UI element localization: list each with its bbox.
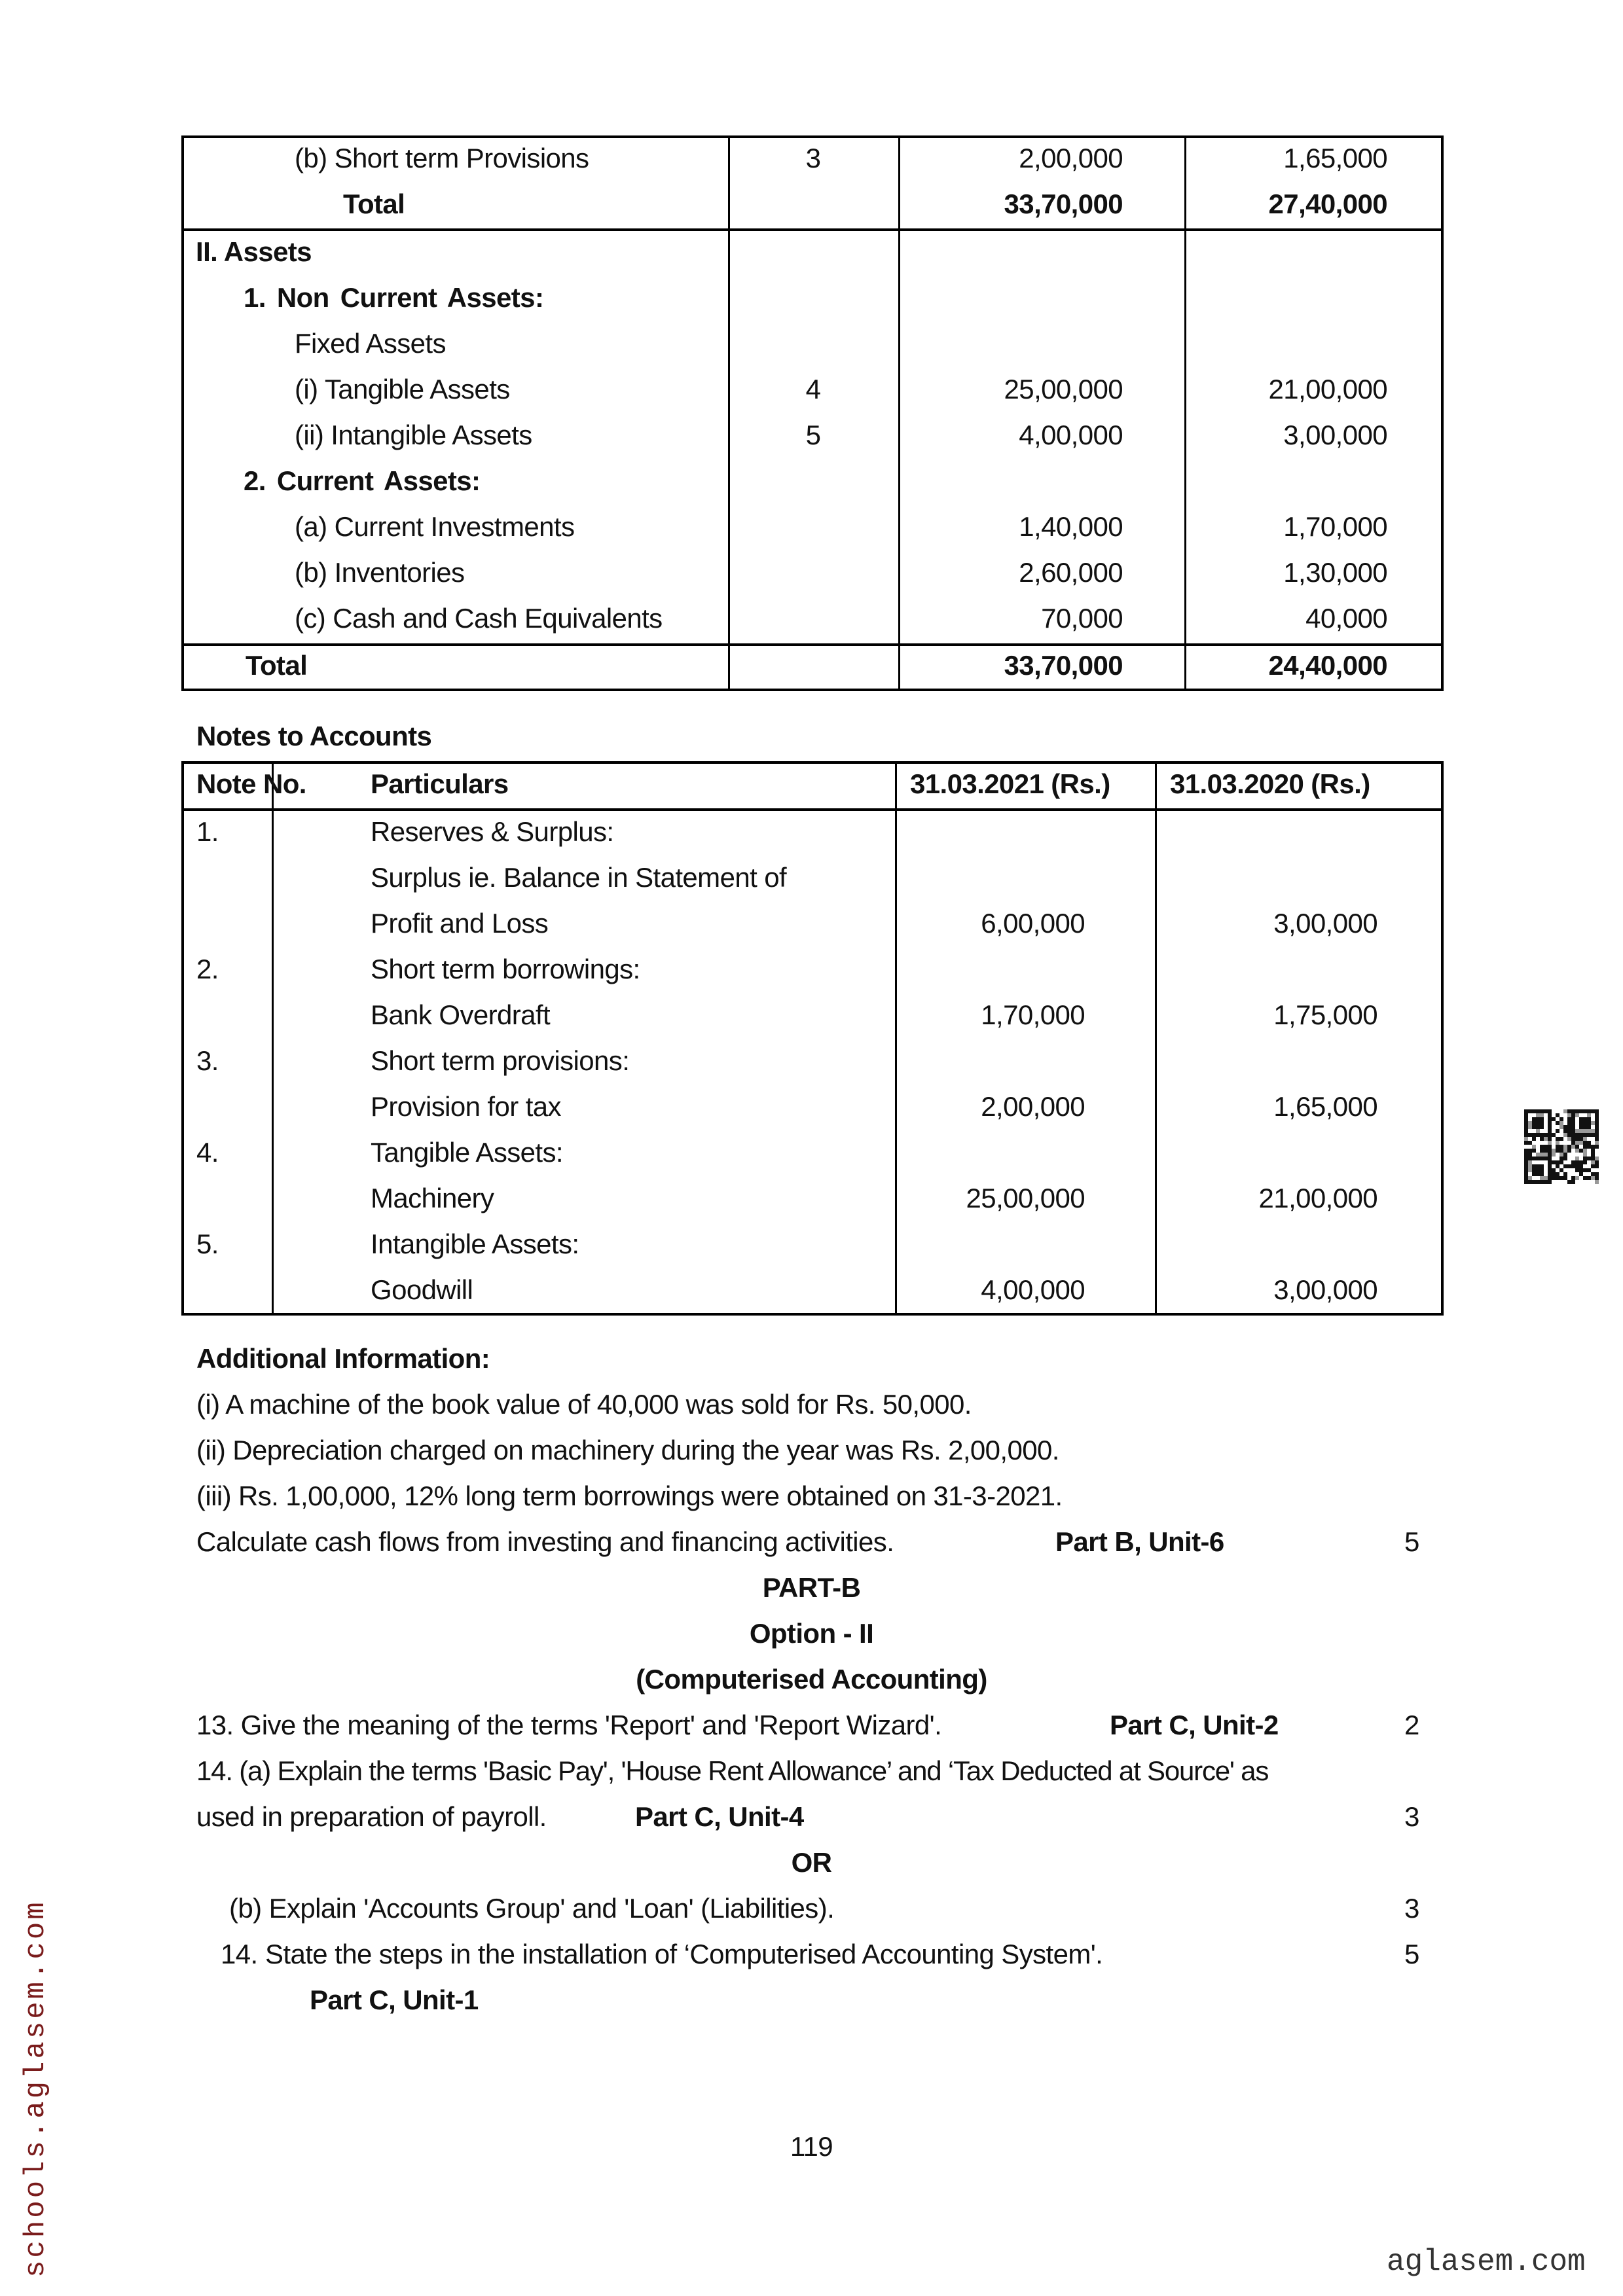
question-14-text: State the steps in the installation of ‘Computerised Accounting System'.: [265, 1939, 1103, 1969]
bs-grand-total-label: Total: [246, 650, 308, 681]
question-13-marks: 2: [1404, 1710, 1419, 1740]
question-14-marks: 5: [1404, 1939, 1419, 1969]
bs-total-current: 33,70,000: [1004, 188, 1123, 219]
question-14a-text: 14. (a) Explain the terms 'Basic Pay', 'House Rent Allowance’ and ‘Tax Deducted at Source' as: [196, 1755, 1269, 1786]
bs-grand-total-previous: 24,40,000: [1268, 650, 1387, 681]
note-value-2020: 3,00,000: [1273, 908, 1377, 939]
note-value-2020: 3,00,000: [1273, 1274, 1377, 1305]
bs-row-previous: 1,70,000: [1283, 511, 1387, 542]
note-value-2021: 2,00,000: [981, 1091, 1085, 1122]
bs-row-previous: 3,00,000: [1283, 420, 1387, 450]
note-number: 2.: [196, 954, 219, 984]
bs-grand-total-current: 33,70,000: [1004, 650, 1123, 681]
note-number: 1.: [196, 816, 219, 847]
bs-row-previous: 1,65,000: [1283, 143, 1387, 173]
question-14a-reference: Part C, Unit-4: [635, 1801, 804, 1832]
additional-info-item: (i) A machine of the book value of 40,000 was sold for Rs. 50,000.: [196, 1389, 972, 1420]
bs-row-previous: 1,30,000: [1283, 557, 1387, 588]
note-value-2021: 1,70,000: [981, 999, 1085, 1030]
bs-row-note: 5: [805, 420, 821, 450]
bs-current-assets: 2. Current Assets:: [244, 465, 481, 496]
bs-row-current: 70,000: [1041, 603, 1123, 634]
bs-row-label: (b) Inventories: [295, 557, 465, 588]
bs-row-current: 25,00,000: [1004, 374, 1123, 404]
or-separator: OR: [791, 1847, 832, 1878]
notes-header-particulars: Particulars: [371, 768, 509, 799]
bs-row-label: (a) Current Investments: [295, 511, 575, 542]
note-text: Tangible Assets:: [371, 1137, 563, 1168]
additional-info-item: (iii) Rs. 1,00,000, 12% long term borrowings were obtained on 31-3-2021.: [196, 1480, 1063, 1511]
note-value-2020: 21,00,000: [1258, 1183, 1377, 1213]
bs-fixed-assets: Fixed Assets: [295, 328, 446, 359]
bottom-right-watermark: aglasem.com: [1387, 2245, 1586, 2279]
question-13-reference: Part C, Unit-2: [1110, 1710, 1279, 1740]
bs-row-current: 1,40,000: [1019, 511, 1123, 542]
note-text: Short term borrowings:: [371, 954, 640, 984]
note-value-2021: 25,00,000: [966, 1183, 1085, 1213]
bs-total-label: Total: [343, 188, 405, 219]
note-text: Intangible Assets:: [371, 1229, 579, 1259]
notes-header-2021: 31.03.2021 (Rs.): [910, 768, 1110, 799]
column-divider: [1155, 764, 1157, 1313]
question-14b-text: (b) Explain 'Accounts Group' and 'Loan' (Liabilities).: [229, 1893, 835, 1924]
question-14a-text-continued: used in preparation of payroll.: [196, 1801, 547, 1832]
bs-row-note: 3: [805, 143, 821, 173]
bs-row-current: 2,00,000: [1019, 143, 1123, 173]
question-14-reference: Part C, Unit-1: [310, 1984, 479, 2015]
notes-heading: Notes to Accounts: [196, 721, 432, 751]
question-14-number: 14.: [221, 1939, 258, 1969]
question-14b-marks: 3: [1404, 1893, 1419, 1924]
qr-code-icon: [1524, 1109, 1599, 1184]
note-value-2020: 1,75,000: [1273, 999, 1377, 1030]
part-title: PART-B: [762, 1572, 861, 1603]
bs-row-current: 4,00,000: [1019, 420, 1123, 450]
row-divider: [184, 228, 1441, 231]
bs-row-label: (ii) Intangible Assets: [295, 420, 532, 450]
column-divider: [895, 764, 897, 1313]
column-divider: [272, 764, 274, 1313]
bs-row-label: (i) Tangible Assets: [295, 374, 510, 404]
option-title: Option - II: [749, 1618, 874, 1649]
notes-header-2020: 31.03.2020 (Rs.): [1170, 768, 1370, 799]
bs-row-note: 4: [805, 374, 821, 404]
note-text: Provision for tax: [371, 1091, 561, 1122]
note-text: Surplus ie. Balance in Statement of: [371, 862, 787, 893]
note-number: 5.: [196, 1229, 219, 1259]
bs-section-assets: II. Assets: [196, 236, 312, 267]
question-14a-marks: 3: [1404, 1801, 1419, 1832]
note-value-2021: 6,00,000: [981, 908, 1085, 939]
note-number: 3.: [196, 1045, 219, 1076]
note-text: Short term provisions:: [371, 1045, 630, 1076]
bs-non-current-assets: 1. Non Current Assets:: [244, 282, 544, 313]
additional-info-heading: Additional Information:: [196, 1343, 490, 1374]
section-subtitle: (Computerised Accounting): [636, 1664, 987, 1695]
note-value-2020: 1,65,000: [1273, 1091, 1377, 1122]
note-text: Bank Overdraft: [371, 999, 551, 1030]
bs-row-label: (c) Cash and Cash Equivalents: [295, 603, 663, 634]
question-reference: Part B, Unit-6: [1055, 1526, 1224, 1557]
notes-header-note-no: Note No.: [196, 768, 306, 799]
note-text: Reserves & Surplus:: [371, 816, 614, 847]
note-value-2021: 4,00,000: [981, 1274, 1085, 1305]
side-watermark: schools.aglasem.com: [20, 1899, 52, 2278]
question-text: Calculate cash flows from investing and financing activities.: [196, 1526, 894, 1557]
note-text: Profit and Loss: [371, 908, 549, 939]
bs-row-previous: 21,00,000: [1268, 374, 1387, 404]
bs-row-label: (b) Short term Provisions: [295, 143, 589, 173]
question-13-text: 13. Give the meaning of the terms 'Report' and 'Report Wizard'.: [196, 1710, 942, 1740]
note-text: Machinery: [371, 1183, 494, 1213]
bs-row-current: 2,60,000: [1019, 557, 1123, 588]
note-text: Goodwill: [371, 1274, 473, 1305]
bs-row-previous: 40,000: [1305, 603, 1387, 634]
additional-info-item: (ii) Depreciation charged on machinery during the year was Rs. 2,00,000.: [196, 1435, 1059, 1465]
question-marks: 5: [1404, 1526, 1419, 1557]
page-number: 119: [790, 2131, 833, 2162]
note-number: 4.: [196, 1137, 219, 1168]
bs-total-previous: 27,40,000: [1268, 188, 1387, 219]
